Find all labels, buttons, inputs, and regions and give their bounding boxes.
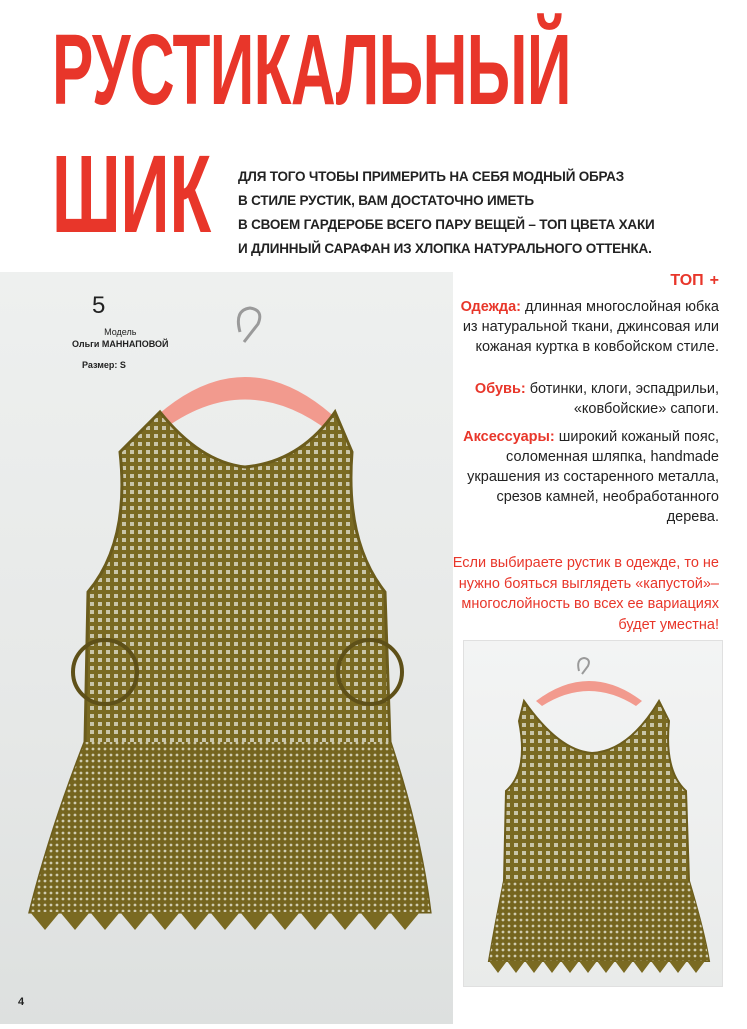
secondary-photo	[463, 640, 723, 987]
clothes-label: Одежда:	[460, 299, 522, 315]
item-plus: +	[709, 272, 719, 289]
accessories-label: Аксессуары:	[463, 429, 555, 445]
intro-line: ДЛЯ ТОГО ЧТОБЫ ПРИМЕРИТЬ НА СЕБЯ МОДНЫЙ ОБРАЗ	[238, 169, 624, 184]
item-tag	[670, 272, 719, 290]
shoes-paragraph	[457, 379, 719, 419]
crochet-top-back-image	[464, 641, 722, 986]
crochet-top-image	[0, 272, 453, 1024]
accessories-text: широкий кожаный пояс, соломенная шляпка, handmade украшения из состаренного металла, срезов камней, необработанного дерева.	[467, 429, 719, 525]
clothes-text: длинная многослойная юбка из натуральной ткани, джинсовая или кожаная куртка в ковбойском стиле.	[462, 299, 719, 355]
model-size: Размер: S	[82, 360, 126, 370]
intro-line: И ДЛИННЫЙ САРАФАН ИЗ ХЛОПКА НАТУРАЛЬНОГО ОТТЕНКА.	[238, 241, 652, 256]
model-credit	[72, 326, 169, 350]
item-name: ТОП	[670, 272, 704, 289]
intro-text	[238, 165, 655, 261]
accessories-paragraph	[457, 427, 719, 527]
intro-line: В СВОЕМ ГАРДЕРОБЕ ВСЕГО ПАРУ ВЕЩЕЙ – ТОП ЦВЕТА ХАКИ	[238, 217, 655, 232]
page-number: 4	[18, 996, 25, 1008]
clothes-paragraph	[457, 297, 719, 357]
page-title-line2: ШИК	[52, 133, 212, 256]
pull-quote: Если выбираете рустик в одежде, то не нужно бояться выглядеть «капустой»– многослойность во всех ее вариациях будет уместна!	[452, 555, 719, 633]
model-author: Ольги МАННАПОВОЙ	[72, 339, 169, 349]
shoes-label: Обувь:	[474, 381, 526, 397]
model-label: Модель	[104, 327, 137, 337]
shoes-text: ботинки, клоги, эспадрильи, «ковбойские» сапоги.	[529, 381, 719, 417]
intro-line: В СТИЛЕ РУСТИК, ВАМ ДОСТАТОЧНО ИМЕТЬ	[238, 193, 534, 208]
page-title: РУСТИКАЛЬНЫЙ	[52, 14, 571, 126]
main-photo	[0, 272, 453, 1024]
model-number: 5	[92, 292, 106, 319]
